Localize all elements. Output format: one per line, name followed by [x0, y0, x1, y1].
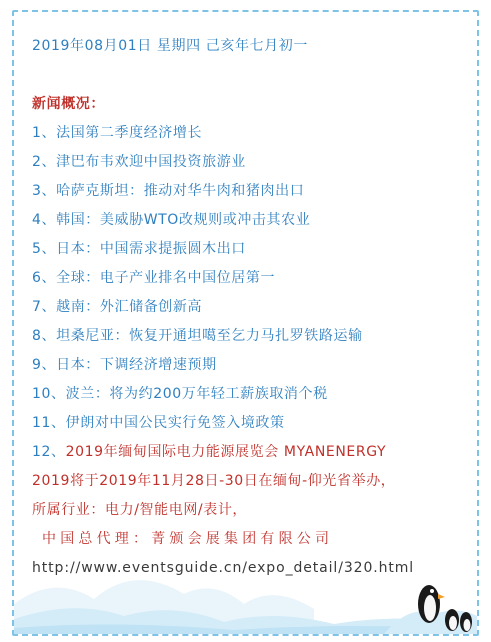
article-content — [32, 32, 462, 583]
section-title: 新闻概况： — [32, 96, 105, 112]
news-item-4: 4、韩国：美威胁WTO改规则或冲击其农业 — [32, 212, 311, 228]
promo-number: 12、 — [32, 444, 66, 460]
date-line: 2019年08月01日 星期四 己亥年七月初一 — [32, 38, 308, 54]
promo-industry: 所属行业：电力/智能电网/表计， — [32, 502, 248, 518]
promo-title: 2019年缅甸国际电力能源展览会 MYANENERGY — [65, 444, 387, 460]
promo-url[interactable]: http://www.eventsguide.cn/expo_detail/320.html — [32, 560, 415, 576]
snowy-hills-illustration — [14, 544, 477, 634]
news-item-10: 10、波兰：将为约200万年轻工薪族取消个税 — [32, 386, 328, 402]
news-item-8: 8、坦桑尼亚：恢复开通坦噶至乞力马扎罗铁路运输 — [32, 328, 363, 344]
article-card — [12, 10, 479, 636]
news-item-7: 7、越南：外汇储备创新高 — [32, 299, 203, 315]
news-item-1: 1、法国第二季度经济增长 — [32, 125, 203, 141]
news-item-2: 2、津巴布韦欢迎中国投资旅游业 — [32, 154, 246, 170]
promo-agent: 中国总代理：菁颁会展集团有限公司 — [42, 531, 334, 547]
news-item-3: 3、哈萨克斯坦：推动对华牛肉和猪肉出口 — [32, 183, 305, 199]
promo-line-1 — [32, 438, 462, 467]
news-item-6: 6、全球：电子产业排名中国位居第一 — [32, 270, 276, 286]
news-item-5: 5、日本：中国需求提振圆木出口 — [32, 241, 246, 257]
news-item-11: 11、伊朗对中国公民实行免签入境政策 — [32, 415, 285, 431]
promo-line-2: 2019将于2019年11月28日-30日在缅甸-仰光省举办， — [32, 473, 396, 489]
news-item-9: 9、日本：下调经济增速预期 — [32, 357, 217, 373]
news-list — [32, 119, 462, 438]
